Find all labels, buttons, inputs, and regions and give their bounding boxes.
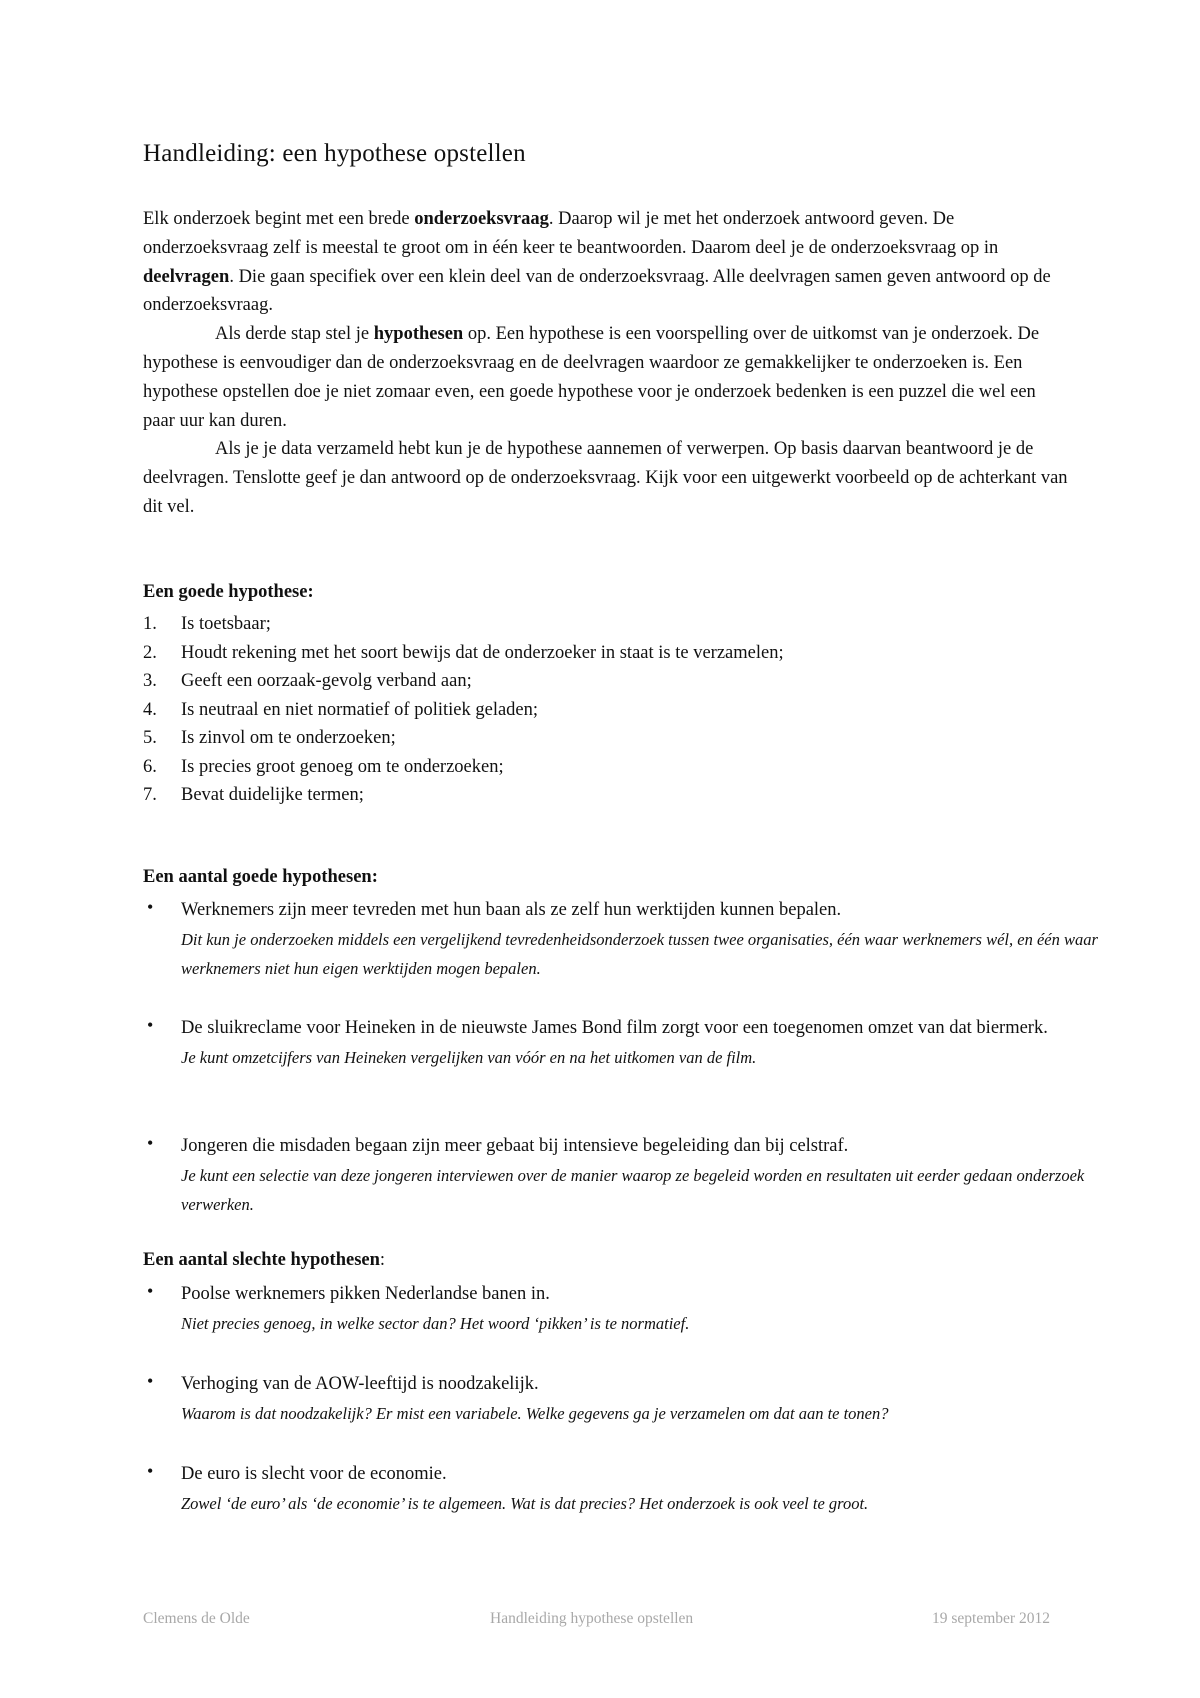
hypothesis-explanation: Je kunt omzetcijfers van Heineken vergelijken van vóór en na het uitkomen van de film. bbox=[181, 1048, 757, 1067]
hypothesis-text: De euro is slecht voor de economie. bbox=[181, 1464, 447, 1484]
bullet-icon: • bbox=[147, 1371, 154, 1391]
heading-colon: : bbox=[379, 1250, 386, 1270]
list-item-text: Is zinvol om te onderzoeken; bbox=[181, 728, 396, 748]
intro-text-run: . Die gaan specifiek over een klein deel van de onderzoeksvraag. Alle deelvragen samen geven antwoord op de onderzoeksvraag. bbox=[143, 266, 1051, 316]
term-hypothesen: hypothesen bbox=[373, 324, 464, 345]
bullet-icon: • bbox=[147, 1133, 154, 1153]
list-item bbox=[143, 667, 784, 696]
intro-paragraph-1 bbox=[143, 205, 1068, 320]
intro-text-run: Elk onderzoek begint met een brede bbox=[143, 209, 415, 229]
list-item-text: Is precies groot genoeg om te onderzoeken; bbox=[181, 756, 504, 777]
bad-example-item bbox=[143, 1370, 1108, 1428]
hypothesis-text: Werknemers zijn meer tevreden met hun baan als ze zelf hun werktijden kunnen bepalen. bbox=[181, 900, 842, 920]
list-item-text: Bevat duidelijke termen; bbox=[181, 785, 364, 805]
intro-text-run: . Daarop wil je met het onderzoek antwoord geven. De onderzoeksvraag zelf is meestal te groot om in één keer te beantwoorden. Daarom deel je de onderzoeksvraag op in bbox=[143, 209, 999, 258]
hypothesis-text: De sluikreclame voor Heineken in de nieuwste James Bond film zorgt voor een toegenomen omzet van dat biermerk. bbox=[181, 1018, 1048, 1038]
list-item bbox=[143, 610, 784, 639]
good-example-item bbox=[143, 1132, 1108, 1219]
intro-text-run: op. Een hypothese is een voorspelling over de uitkomst van je onderzoek. De hypothese is eenvoudiger dan de onderzoeksvraag en de deelvragen waardoor ze gemakkelijker te onderzoeken is. Een hypothese opstellen doe je niet zomaar even, een goede hypothese voor je onderzoek bedenken is een puzzel die wel een paar uur kan duren. bbox=[143, 324, 1040, 431]
good-example-item bbox=[143, 1014, 1108, 1072]
list-number: 5. bbox=[143, 728, 157, 748]
bad-example-item bbox=[143, 1460, 1108, 1518]
list-number: 3. bbox=[143, 671, 157, 691]
list-number: 4. bbox=[143, 699, 157, 720]
hypothesis-text: Verhoging van de AOW-leeftijd is noodzakelijk. bbox=[181, 1374, 539, 1394]
term-onderzoeksvraag: onderzoeksvraag bbox=[414, 209, 549, 229]
document-title: Handleiding: een hypothese opstellen bbox=[143, 140, 526, 167]
good-criteria-heading: Een goede hypothese: bbox=[143, 582, 314, 602]
list-number: 1. bbox=[143, 614, 157, 634]
bullet-icon: • bbox=[147, 1461, 154, 1481]
list-item-text: Is toetsbaar; bbox=[181, 614, 271, 634]
bad-examples-heading bbox=[143, 1250, 385, 1271]
intro-paragraph-2 bbox=[143, 320, 1068, 435]
hypothesis-text: Jongeren die misdaden begaan zijn meer gebaat bij intensieve begeleiding dan bij celstraf. bbox=[181, 1136, 849, 1156]
list-number: 7. bbox=[143, 785, 157, 805]
footer-author: Clemens de Olde bbox=[143, 1610, 250, 1627]
list-item bbox=[143, 639, 784, 668]
hypothesis-explanation: Waarom is dat noodzakelijk? Er mist een variabele. Welke gegevens ga je verzamelen om dat aan te tonen? bbox=[181, 1404, 889, 1423]
intro-text-run: Als derde stap stel je bbox=[215, 324, 374, 345]
list-item-text: Geeft een oorzaak-gevolg verband aan; bbox=[181, 671, 472, 691]
good-example-item bbox=[143, 896, 1108, 983]
term-deelvragen: deelvragen bbox=[143, 266, 230, 287]
bad-example-item bbox=[143, 1280, 1108, 1338]
hypothesis-text: Poolse werknemers pikken Nederlandse banen in. bbox=[181, 1284, 550, 1304]
list-item bbox=[143, 781, 784, 810]
bullet-icon: • bbox=[147, 1281, 154, 1301]
intro-paragraph-3: Als je je data verzameld hebt kun je de hypothese aannemen of verwerpen. Op basis daarvan beantwoord je de deelvragen. Tenslotte geef je dan antwoord op de onderzoeksvraag. Kijk voor een uitgewerkt voorbeeld op de achterkant van dit vel. bbox=[143, 439, 1068, 517]
list-item-text: Houdt rekening met het soort bewijs dat de onderzoeker in staat is te verzamelen; bbox=[181, 642, 784, 663]
footer-date: 19 september 2012 bbox=[932, 1610, 1050, 1627]
footer-doc-title: Handleiding hypothese opstellen bbox=[490, 1610, 694, 1627]
bullet-icon: • bbox=[147, 1015, 154, 1035]
hypothesis-explanation: Je kunt een selectie van deze jongeren interviewen over de manier waarop ze begeleid worden en resultaten uit eerder gedaan onderzoek verwerken. bbox=[181, 1166, 1085, 1214]
list-number: 2. bbox=[143, 642, 157, 663]
list-item-text: Is neutraal en niet normatief of politiek geladen; bbox=[181, 699, 539, 720]
list-item bbox=[143, 696, 784, 725]
intro-text bbox=[143, 205, 1068, 522]
list-item bbox=[143, 724, 784, 753]
hypothesis-explanation: Zowel ‘de euro’ als ‘de economie’ is te algemeen. Wat is dat precies? Het onderzoek is ook veel te groot. bbox=[181, 1494, 869, 1513]
bad-examples-heading-text: Een aantal slechte hypothesen bbox=[143, 1250, 380, 1270]
list-number: 6. bbox=[143, 756, 157, 777]
good-criteria-list bbox=[143, 610, 784, 810]
list-item bbox=[143, 753, 784, 782]
bullet-icon: • bbox=[147, 897, 154, 917]
hypothesis-explanation: Niet precies genoeg, in welke sector dan? Het woord ‘pikken’ is te normatief. bbox=[181, 1314, 690, 1333]
hypothesis-explanation: Dit kun je onderzoeken middels een vergelijkend tevredenheidsonderzoek tussen twee organisaties, één waar werknemers wél, en één waar werknemers niet hun eigen werktijden mogen bepalen. bbox=[181, 930, 1098, 978]
good-examples-heading: Een aantal goede hypothesen: bbox=[143, 867, 378, 887]
